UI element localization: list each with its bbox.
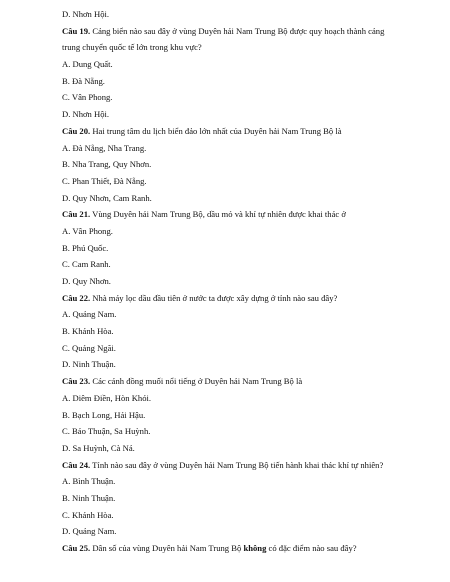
question-number: Câu 19. (62, 25, 91, 36)
question-25 (62, 542, 450, 554)
option-line: B. Đà Nẵng. (62, 75, 105, 86)
option-line: C. Phan Thiết, Đà Nẵng. (62, 175, 147, 186)
question-23 (62, 375, 450, 387)
option-line: B. Khánh Hòa. (62, 326, 114, 337)
emphasis-word: không (243, 543, 267, 553)
option-line: C. Vân Phong. (62, 92, 113, 103)
question-number: Câu 20. (62, 125, 91, 136)
question-text: Tỉnh nào sau đây ở vùng Duyên hải Nam Trung Bộ tiến hành khai thác khí tự nhiên? (90, 459, 384, 470)
question-19 (62, 25, 397, 54)
option-line: A. Quảng Nam. (62, 309, 117, 320)
option-line: C. Quảng Ngãi. (62, 342, 116, 353)
option-line: D. Ninh Thuận. (62, 359, 116, 370)
option-line: B. Nha Trang, Quy Nhơn. (62, 159, 152, 170)
option-line: C. Khánh Hòa. (62, 509, 114, 520)
question-number: Câu 24. (62, 459, 91, 470)
option-line: A. Đà Nẵng, Nha Trang. (62, 142, 147, 153)
question-24 (62, 459, 450, 471)
question-21 (62, 208, 450, 220)
question-text: Cảng biển nào sau đây ở vùng Duyên hải Nam Trung Bộ được quy hoạch thành cảng (90, 25, 385, 36)
question-text-end: có đặc điểm nào sau đây? (266, 543, 357, 553)
option-line: A. Diêm Điền, Hòn Khói. (62, 392, 152, 403)
option-line: D. Quy Nhơn, Cam Ranh. (62, 192, 152, 203)
option-line: D. Sa Huỳnh, Cà Ná. (62, 442, 135, 453)
question-text: Các cánh đồng muối nổi tiếng ở Duyên hải Nam Trung Bộ là (90, 376, 303, 387)
question-number: Câu 22. (62, 292, 91, 303)
option-line: A. Vân Phong. (62, 225, 113, 236)
question-text: Nhà máy lọc dầu đầu tiên ở nước ta được xây dựng ở tỉnh nào sau đây? (90, 292, 338, 303)
option-line: B. Phú Quốc. (62, 242, 109, 253)
question-number: Câu 25. (62, 543, 91, 553)
option-line: B. Bạch Long, Hải Hậu. (62, 409, 146, 420)
option-line: C. Bảo Thuận, Sa Huỳnh. (62, 426, 151, 437)
option-line: D. Nhơn Hội. (62, 9, 110, 19)
question-number: Câu 23. (62, 376, 91, 387)
question-number: Câu 21. (62, 209, 91, 220)
option-line: D. Nhơn Hội. (62, 109, 110, 120)
question-22 (62, 292, 450, 304)
option-line: D. Quy Nhơn. (62, 276, 111, 286)
question-text-continued: trung chuyển quốc tế lớn trong khu vực? (62, 42, 202, 53)
question-text: Hai trung tâm du lịch biển đảo lớn nhất của Duyên hải Nam Trung Bộ là (90, 125, 342, 136)
option-line: B. Ninh Thuận. (62, 492, 116, 503)
option-line: A. Bình Thuận. (62, 476, 116, 487)
question-20 (62, 125, 450, 137)
option-line: D. Quảng Nam. (62, 526, 117, 537)
question-text: Dân số của vùng Duyên hải Nam Trung Bộ (90, 543, 244, 553)
question-text: Vùng Duyên hải Nam Trung Bộ, dầu mỏ và khí tự nhiên được khai thác ở (90, 209, 346, 220)
option-line: C. Cam Ranh. (62, 259, 111, 270)
option-line: A. Dung Quất. (62, 59, 113, 70)
